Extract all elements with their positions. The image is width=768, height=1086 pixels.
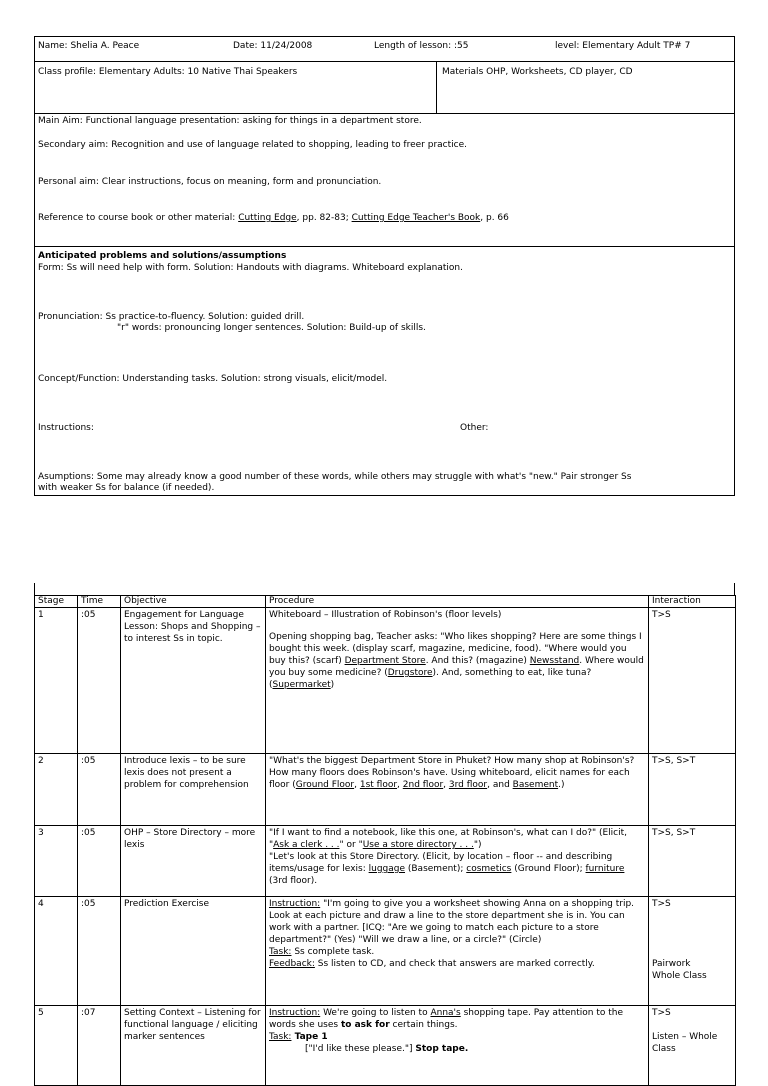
reference-suffix: , p. 66 (480, 213, 509, 223)
header-stage: Stage (35, 596, 78, 608)
rule-profile (34, 113, 735, 114)
procedure-cell (266, 1006, 649, 1086)
objective-cell: Engagement for Language Lesson: Shops and Shopping – to interest Ss in topic. (121, 608, 266, 754)
stage-cell: 2 (35, 754, 78, 826)
procedure-text: Instruction: We're going to listen to Anna's shopping tape. Pay attention to the words she uses to ask for certain things. (269, 1008, 624, 1030)
main-aim: Main Aim: Functional language presentation: asking for things in a department store. (38, 116, 422, 126)
problem-other: Other: (460, 423, 489, 433)
procedure-text: ["I'd like these please."] Stop tape. (305, 1044, 469, 1054)
lesson-length: Length of lesson: :55 (374, 41, 469, 51)
problem-instructions: Instructions: (38, 423, 94, 433)
problems-heading: Anticipated problems and solutions/assumptions (38, 251, 287, 261)
procedure-text: "What's the biggest Department Store in Phuket? How many shop at Robinson's? How many floors does Robinson's have. Using whiteboard, elicit names for each floor (Ground Floor, 1st floor, 2nd floor, 3rd floor, and Basement.) (269, 756, 635, 790)
assumptions-line2: with weaker Ss for balance (if needed). (38, 483, 215, 493)
table-row (35, 1006, 736, 1086)
procedure-cell (266, 608, 649, 754)
objective-cell: Setting Context – Listening for functional language / eliciting marker sentences (121, 1006, 266, 1086)
procedure-text: Task: Ss complete task. (269, 947, 375, 957)
procedure-text: "If I want to find a notebook, like this one, at Robinson's, what can I do?" (Elicit, "Ask a clerk . . ." or "Use a store directory . . .") (269, 828, 628, 850)
objective-cell: OHP – Store Directory – more lexis (121, 826, 266, 897)
rule-header (34, 61, 735, 62)
procedure-text: Whiteboard – Illustration of Robinson's (floor levels) (269, 610, 502, 620)
header-time: Time (78, 596, 121, 608)
procedure-cell (266, 897, 649, 1006)
stage-cell: 4 (35, 897, 78, 1006)
header-interaction: Interaction (649, 596, 736, 608)
time-cell: :05 (78, 897, 121, 1006)
procedure-text: Feedback: Ss listen to CD, and check that answers are marked correctly. (269, 959, 595, 969)
assumptions-line1: Asumptions: Some may already know a good number of these words, while others may struggle with what's "new." Pair stronger Ss (38, 472, 632, 482)
table-row (35, 608, 736, 754)
lesson-level: level: Elementary Adult TP# 7 (555, 41, 691, 51)
procedure-text: "Let's look at this Store Directory. (Elicit, by location – floor -- and describing items/usage for lexis: luggage (Basement); cosmetics (Ground Floor); furniture (3rd floor). (269, 852, 625, 886)
interaction-cell: T>S Listen – Whole Class (649, 1006, 736, 1086)
reference-prefix: Reference to course book or other material: (38, 213, 239, 223)
interaction-cell: T>S, S>T (649, 826, 736, 897)
problem-form: Form: Ss will need help with form. Solution: Handouts with diagrams. Whiteboard explanation. (38, 263, 463, 273)
procedure-cell (266, 826, 649, 897)
procedure-table (34, 595, 736, 1086)
reference-material (38, 212, 509, 224)
table-row (35, 897, 736, 1006)
reference-mid: , pp. 82-83; (296, 213, 352, 223)
table-row (35, 826, 736, 897)
header-objective: Objective (121, 596, 266, 608)
time-cell: :07 (78, 1006, 121, 1086)
interaction-cell: T>S, S>T (649, 754, 736, 826)
lesson-date: Date: 11/24/2008 (233, 41, 313, 51)
interaction-cell: T>S (649, 608, 736, 754)
reference-teacher-book: Cutting Edge Teacher's Book (351, 213, 481, 223)
personal-aim: Personal aim: Clear instructions, focus on meaning, form and pronunciation. (38, 177, 382, 187)
stage-cell: 5 (35, 1006, 78, 1086)
time-cell: :05 (78, 826, 121, 897)
stage-cell: 1 (35, 608, 78, 754)
procedure-cell (266, 754, 649, 826)
problem-concept: Concept/Function: Understanding tasks. Solution: strong visuals, elicit/model. (38, 374, 388, 384)
table-header-row (35, 596, 736, 608)
rule-aims (34, 246, 735, 247)
interaction-cell: T>S Pairwork Whole Class (649, 897, 736, 1006)
time-cell: :05 (78, 608, 121, 754)
problem-pronunciation: Pronunciation: Ss practice-to-fluency. Solution: guided drill. (38, 312, 305, 322)
table-row (35, 754, 736, 826)
procedure-text: Instruction: "I'm going to give you a worksheet showing Anna on a shopping trip. Look at each picture and draw a line to the store department she is in. You can work with a partner. [ICQ: "Are we going to match each picture to a store department?" (Yes) "Will we draw a line, or a circle?" (Circle) (269, 899, 635, 945)
teacher-name: Name: Shelia A. Peace (38, 41, 140, 51)
procedure-text: Task: Tape 1 (269, 1032, 328, 1042)
reference-book: Cutting Edge (238, 213, 297, 223)
objective-cell: Prediction Exercise (121, 897, 266, 1006)
header-procedure: Procedure (266, 596, 649, 608)
secondary-aim: Secondary aim: Recognition and use of language related to shopping, leading to freer practice. (38, 140, 467, 150)
stage-cell: 3 (35, 826, 78, 897)
objective-cell: Introduce lexis – to be sure lexis does not present a problem for comprehension (121, 754, 266, 826)
rule-materials-divider (436, 61, 437, 113)
problem-pronunciation-r: "r" words: pronouncing longer sentences. Solution: Build-up of skills. (117, 323, 426, 333)
procedure-text: Opening shopping bag, Teacher asks: "Who likes shopping? Here are some things I bought this week. (display scarf, magazine, medicine, food). "Where would you buy this? (scarf) Department Store. And this? (magazine) Newsstand. Where would you buy some medicine? (Drugstore). And, something to eat, like tuna? (Supermarket) (269, 632, 644, 690)
class-profile: Class profile: Elementary Adults: 10 Native Thai Speakers (38, 67, 298, 77)
time-cell: :05 (78, 754, 121, 826)
materials: Materials OHP, Worksheets, CD player, CD (442, 67, 633, 77)
